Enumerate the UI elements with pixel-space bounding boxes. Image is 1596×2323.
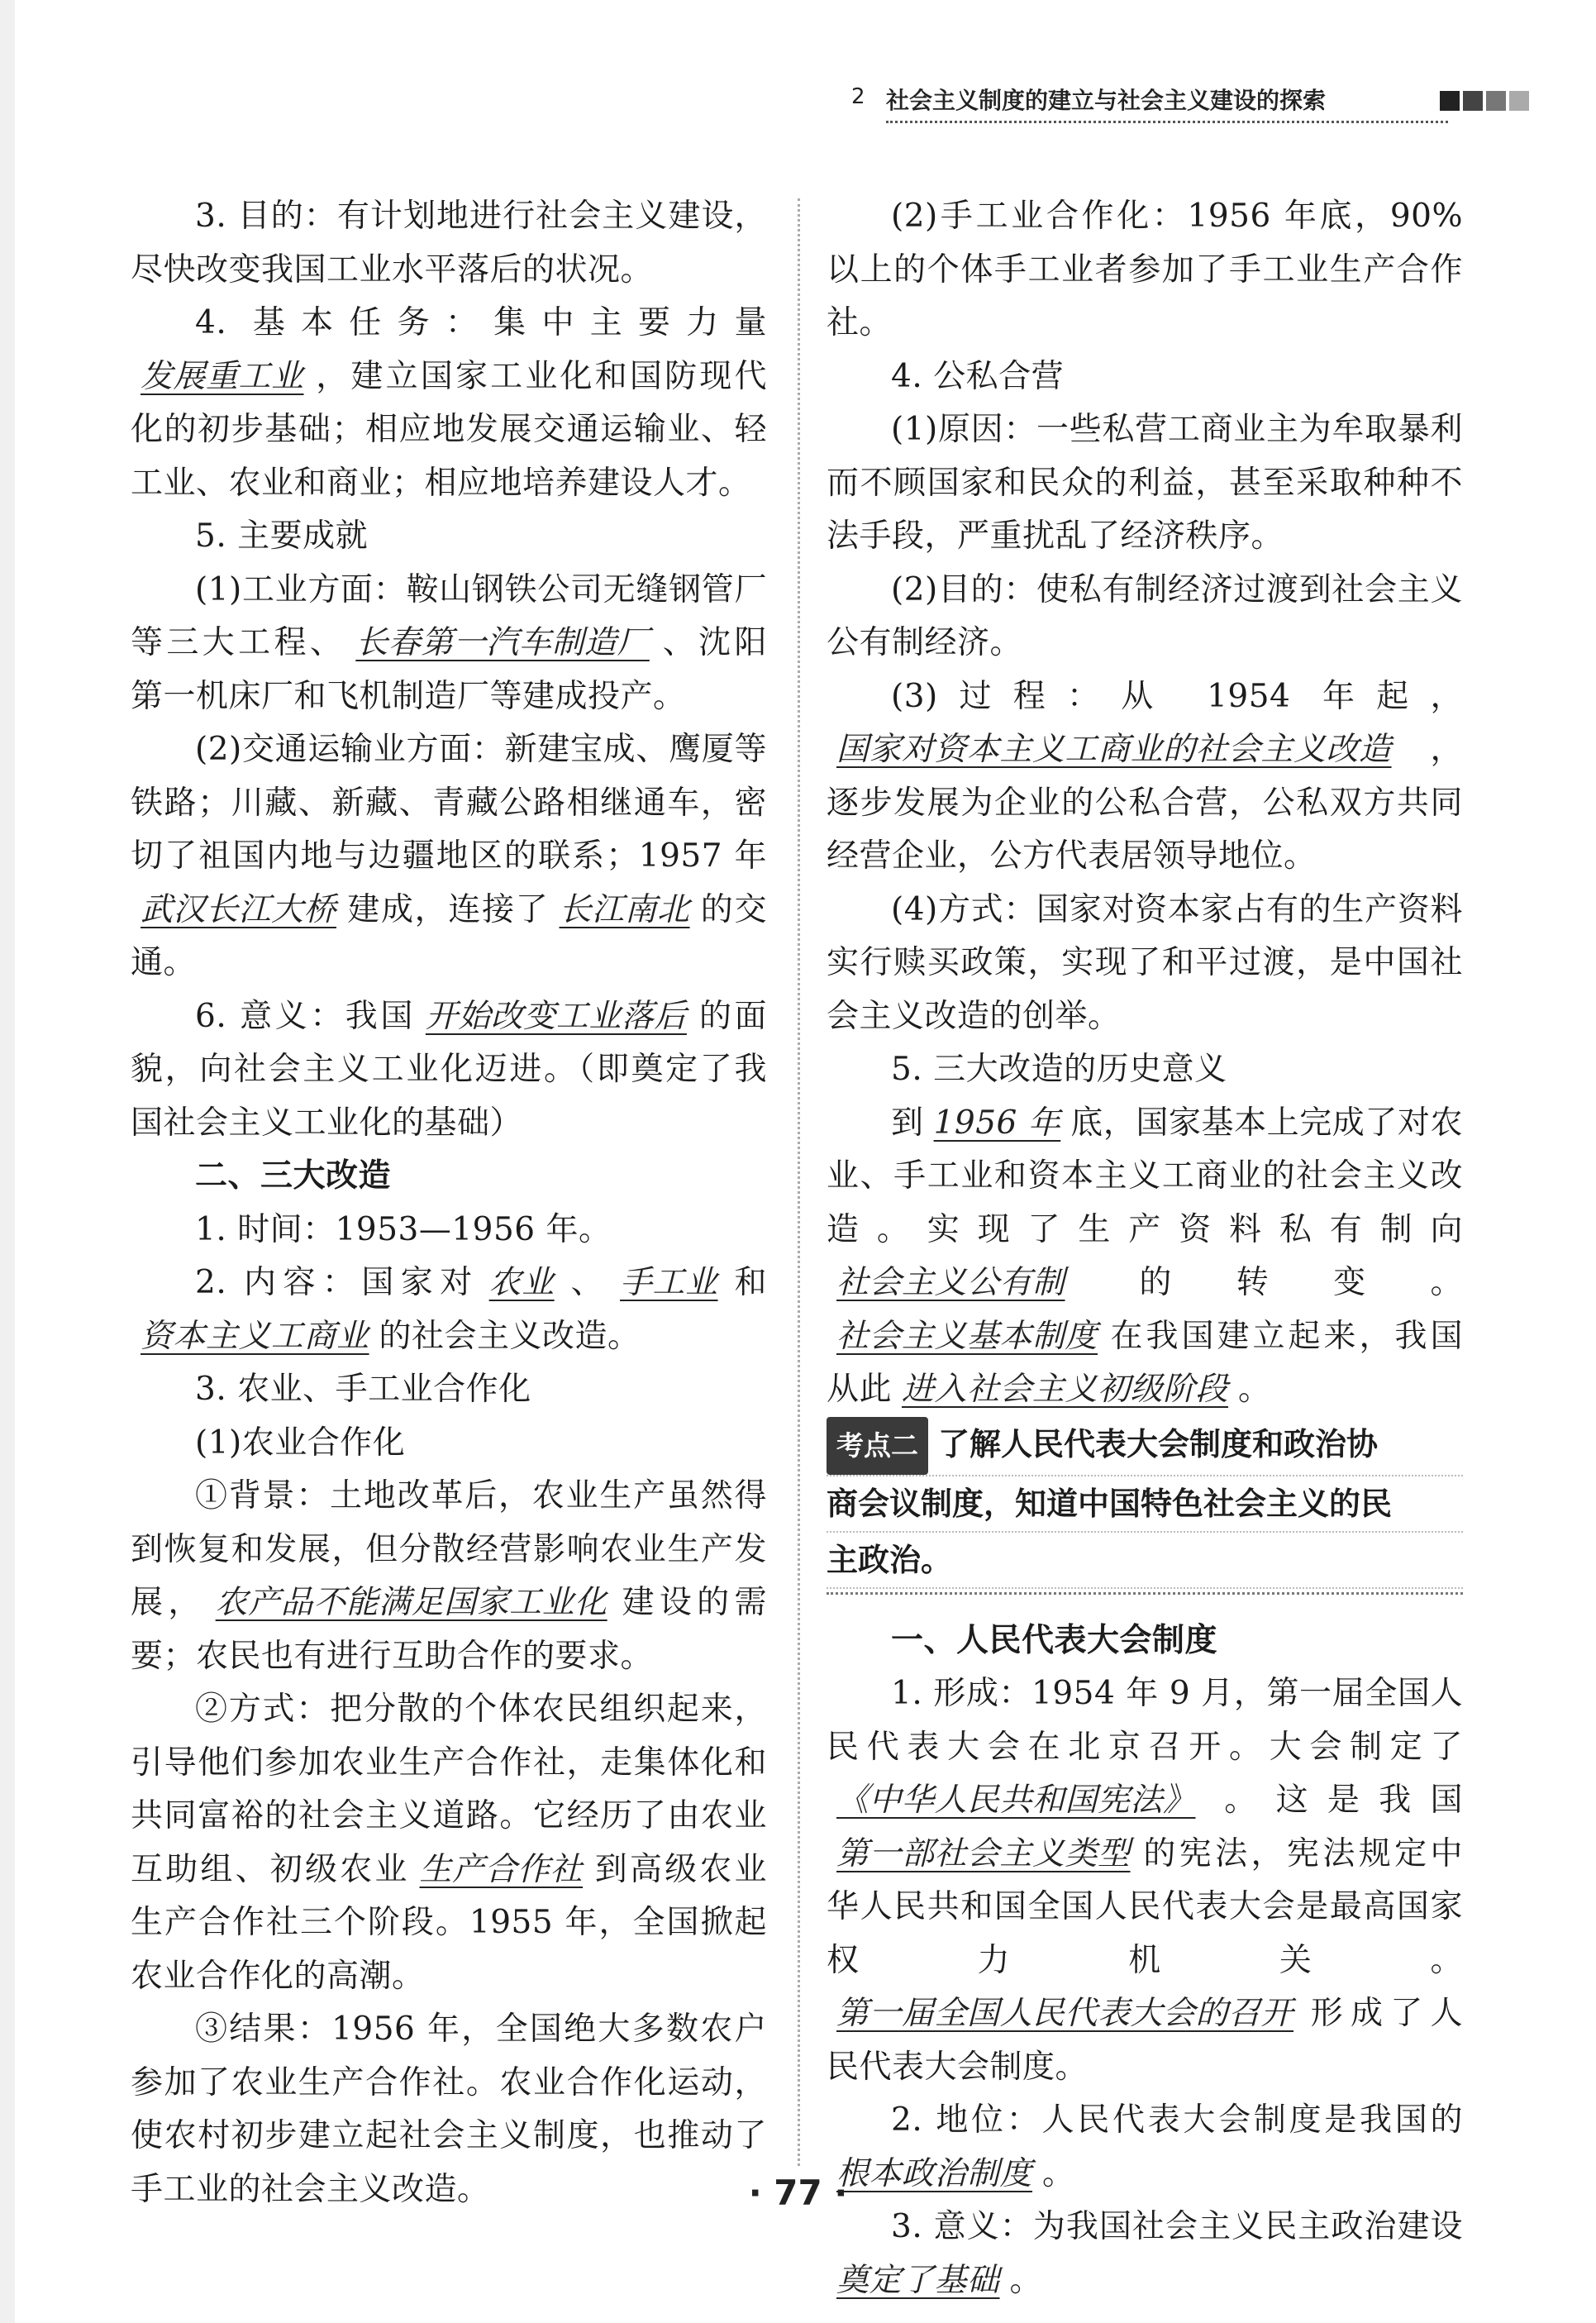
text: 3. 意义：为我国社会主义民主政治建设 xyxy=(891,2208,1463,2245)
decor-square xyxy=(1509,91,1529,111)
text: (4)方式：国家对资本家占有的生产资料实行赎买政策，实现了和平过渡，是中国社会主义改造的创举。 xyxy=(827,890,1463,1035)
paragraph xyxy=(131,564,767,724)
section-heading: 二、三大改造 xyxy=(195,1157,392,1195)
paragraph xyxy=(827,351,1463,404)
paragraph xyxy=(131,297,767,510)
text: 3. 农业、手工业合作化 xyxy=(195,1371,531,1408)
text: 建设的需要；农民也有进行互助合作的要求。 xyxy=(131,1584,767,1675)
text: 4. 公私合营 xyxy=(891,357,1065,395)
text: 5. 主要成就 xyxy=(195,518,369,555)
left-column xyxy=(131,190,767,2216)
answer-blank: 根本政治制度 xyxy=(836,2154,1033,2192)
paragraph xyxy=(827,1043,1463,1097)
text: 到 xyxy=(891,1104,924,1142)
text: (1)原因：一些私营工商业主为牟取暴利而不顾国家和民众的利益，甚至采取种种不法手段，严重扰乱了经济秩序。 xyxy=(827,411,1463,555)
paragraph xyxy=(827,564,1463,670)
running-header xyxy=(851,76,1537,126)
answer-blank: 武汉长江大桥 xyxy=(141,890,337,928)
text: 了解人民代表大会制度和政治协 xyxy=(938,1425,1379,1462)
paragraph xyxy=(131,1363,767,1417)
key-point-line: 商会议制度，知道中国特色社会主义的民 xyxy=(827,1476,1463,1533)
text: 的宪法，宪法规定中华人民共和国全国人民代表大会是最高国家权力机关。 xyxy=(827,1834,1463,1979)
text: (2)交通运输业方面：新建宝成、鹰厦等铁路；川藏、新藏、青藏公路相继通车，密切了祖国内地与边疆地区的联系；1957 年 xyxy=(131,731,767,875)
key-point-line xyxy=(827,1417,1463,1476)
paragraph xyxy=(827,884,1463,1044)
decor-square xyxy=(1463,91,1483,111)
answer-blank: 进入社会主义初级阶段 xyxy=(902,1371,1229,1408)
key-point-box xyxy=(827,1417,1463,1595)
paragraph xyxy=(131,1204,767,1257)
page-number: · 77 · xyxy=(748,2173,848,2213)
text: 3. 目的：有计划地进行社会主义建设，尽快改变我国工业水平落后的状况。 xyxy=(131,198,767,289)
paragraph xyxy=(827,1097,1463,1417)
answer-blank: 社会主义基本制度 xyxy=(836,1317,1098,1355)
paragraph xyxy=(131,1683,767,2003)
text: 。 xyxy=(1042,2154,1075,2192)
text: 建成，连接了 xyxy=(346,890,550,928)
text: 6. 意义：我国 xyxy=(195,997,416,1035)
text: 2. 内容：国家对 xyxy=(195,1264,479,1301)
paragraph xyxy=(131,190,767,297)
answer-blank: 农业 xyxy=(488,1264,555,1301)
text: ，建立国家工业化和国防现代化的初步基础；相应地发展交通运输业、轻工业、农业和商业；相应地培养建设人才。 xyxy=(131,357,767,502)
answer-blank: 开始改变工业落后 xyxy=(425,997,687,1035)
text: 在我国建立起来，我国从此 xyxy=(827,1317,1463,1408)
text: 1. 形成：1954 年 9 月，第一届全国人民代表大会在北京召开。大会制定了 xyxy=(827,1675,1463,1766)
text: 2. 地位：人民代表大会制度是我国的 xyxy=(891,2101,1463,2139)
answer-blank: 资本主义工商业 xyxy=(141,1317,369,1355)
text: (3)过程：从 1954 年起， xyxy=(891,677,1463,715)
text: 底，国家基本上完成了对农业、手工业和资本主义工商业的社会主义改造。实现了生产资料私有制向 xyxy=(827,1104,1463,1248)
answer-blank: 生产合作社 xyxy=(419,1850,584,1888)
paragraph xyxy=(131,990,767,1151)
answer-blank: 第一部社会主义类型 xyxy=(836,1834,1131,1872)
text: ①背景：土地改革后，农业生产虽然得到恢复和发展，但分散经营影响农业生产发展， xyxy=(131,1477,767,1621)
text: ②方式：把分散的个体农民组织起来，引导他们参加农业生产合作社，走集体化和共同富裕的社会主义道路。它经历了由农业互助组、初级农业 xyxy=(131,1691,767,1888)
decor-square xyxy=(1440,91,1460,111)
header-decoration xyxy=(1440,91,1532,111)
paragraph xyxy=(131,510,767,564)
answer-blank: 长春第一汽车制造厂 xyxy=(355,624,650,661)
chapter-number: 2 xyxy=(851,84,865,109)
kaodian-label: 考点二 xyxy=(827,1417,928,1475)
answer-blank: 国家对资本主义工商业的社会主义改造 xyxy=(836,731,1392,768)
paragraph xyxy=(827,190,1463,351)
answer-blank: 《中华人民共和国宪法》 xyxy=(836,1782,1196,1819)
paragraph xyxy=(131,1470,767,1683)
text: 的面貌，向社会主义工业化迈进。（即奠定了我国社会主义工业化的基础） xyxy=(131,997,767,1142)
answer-blank: 手工业 xyxy=(620,1264,718,1301)
text: ，逐步发展为企业的公私合营，公私双方共同经营企业，公方代表居领导地位。 xyxy=(827,731,1463,875)
text: (2)手工业合作化：1956 年底，90% 以上的个体手工业者参加了手工业生产合作社。 xyxy=(827,198,1463,341)
answer-blank: 第一届全国人民代表大会的召开 xyxy=(836,1995,1294,2032)
text: 、 xyxy=(564,1264,611,1301)
section-heading: 一、人民代表大会制度 xyxy=(891,1621,1218,1659)
text: 、沈阳第一机床厂和飞机制造厂等建成投产。 xyxy=(131,624,767,715)
answer-blank: 长江南北 xyxy=(559,890,690,928)
answer-blank: 发展重工业 xyxy=(141,357,304,395)
chapter-title: 社会主义制度的建立与社会主义建设的探索 xyxy=(886,83,1448,123)
paragraph xyxy=(131,1417,767,1471)
answer-blank: 农产品不能满足国家工业化 xyxy=(215,1584,607,1621)
column-divider xyxy=(798,198,800,2166)
text: 的社会主义改造。 xyxy=(379,1317,641,1355)
paragraph xyxy=(827,1667,1463,2094)
text: 1. 时间：1953—1956 年。 xyxy=(195,1210,612,1248)
text: 。 xyxy=(1238,1371,1271,1408)
text: 形成了人民代表大会制度。 xyxy=(827,1995,1463,2086)
text: (2)目的：使私有制经济过渡到社会主义公有制经济。 xyxy=(827,570,1463,661)
text: (1)农业合作化 xyxy=(195,1424,406,1462)
text: 5. 三大改造的历史意义 xyxy=(891,1051,1227,1088)
answer-blank: 奠定了基础 xyxy=(836,2261,1000,2299)
text: 4. 基本任务：集中主要力量 xyxy=(195,304,767,341)
paragraph xyxy=(827,2201,1463,2307)
paragraph xyxy=(131,723,767,990)
text: 的转变。 xyxy=(1074,1264,1463,1301)
decor-square xyxy=(1486,91,1506,111)
text: (1)工业方面：鞍山钢铁公司无缝钢管厂等三大工程、 xyxy=(131,570,767,661)
answer-blank: 1956 年 xyxy=(933,1104,1061,1142)
text: 。 xyxy=(1009,2261,1043,2299)
text: 的交通。 xyxy=(131,890,767,981)
paragraph xyxy=(827,670,1463,884)
key-point-line: 主政治。 xyxy=(827,1533,1463,1589)
text: 到高级农业生产合作社三个阶段。1955 年，全国掀起农业合作化的高潮。 xyxy=(131,1850,767,1995)
text: 和 xyxy=(727,1264,767,1301)
paragraph xyxy=(827,403,1463,564)
paragraph xyxy=(131,1257,767,1363)
text: 。这是我国 xyxy=(1205,1782,1463,1819)
right-column xyxy=(827,190,1463,2307)
text: ③结果：1956 年，全国绝大多数农户参加了农业生产合作社。农业合作化运动，使农村初步建立起社会主义制度，也推动了手工业的社会主义改造。 xyxy=(131,2011,767,2208)
answer-blank: 社会主义公有制 xyxy=(836,1264,1065,1301)
